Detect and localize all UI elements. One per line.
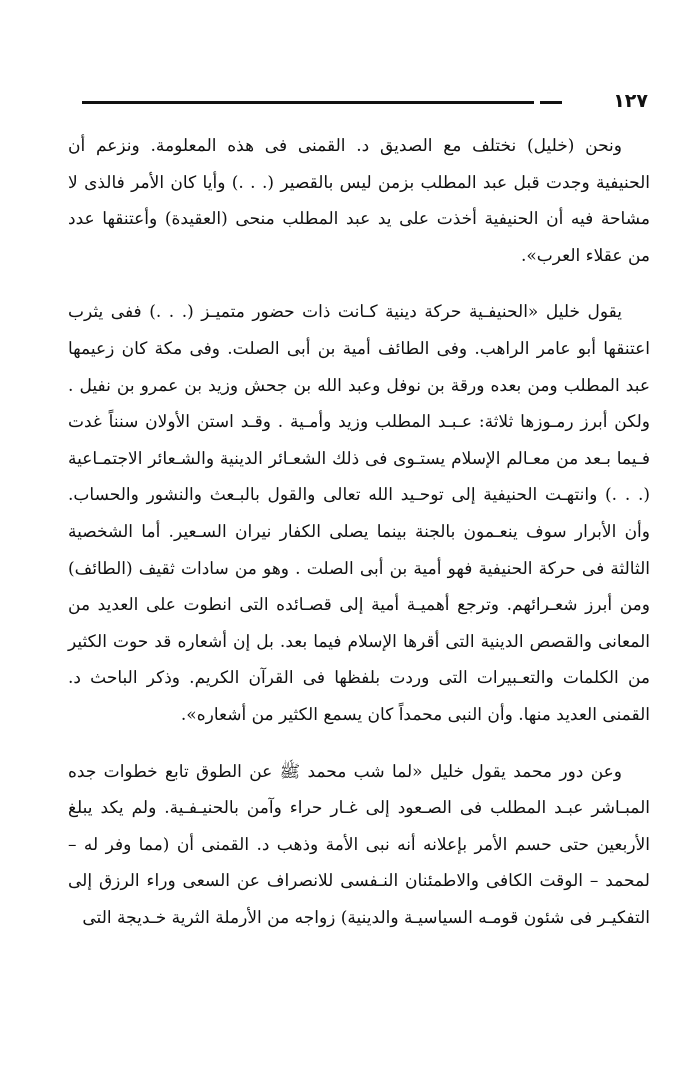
page-header bbox=[82, 86, 654, 116]
paragraph-gap bbox=[68, 734, 650, 754]
paragraph-2: يقول خليل «الحنيفـية حركة دينية كـانت ذات حضور متميـز (. . .) ففى يثرب اعتنقها أبو عامر الراهب. وفى الطائف أمية بن أبى الصلت. وفى مكة كان زعيمها عبد المطلب ومن بعده ورقة بن نوفل وعبد الله بن جحش وزيد بن عمرو بن نفيل . ولكن أبرز رمـوزها ثلاثة: عـبـد المطلب وزيد وأمـية . وقـد استن الأولان سنناً غدت فـيما بـعد من معـالم الإسلام يستـوى فى ذلك الشعـائر الدينية والشـعائر الاجتمـاعية (. . .) وانتهـت الحنيفية إلى توحـيد الله تعالى والقول بالبـعث والنشور والحساب. وأن الأبرار سوف ينعـمون بالجنة بينما يصلى الكفار نيران السـعير. أما الشخصية الثالثة فى حركة الحنيفية فهو أمية بن أبى الصلت . وهو من سادات ثقيف (الطائف) ومن أبرز شعـرائهم. وترجع أهميـة أمية إلى قصـائده التى انطوت على العديد من المعانى والقصص الدينية التى أقرها الإسلام فيما بعد. بل إن أشعاره قد حوت الكثير من الكلمات والتعـبيرات التى وردت بلفظها فى القرآن الكريم. وذكر الباحث د. القمنى العديد منها. وأن النبى محمداً كان يسمع الكثير من أشعاره». bbox=[68, 302, 650, 725]
header-rule-tail bbox=[540, 101, 562, 104]
body-text bbox=[68, 128, 650, 936]
page-number: ١٢٧ bbox=[613, 90, 648, 112]
header-rule bbox=[82, 101, 534, 104]
paragraph-1: ونحن (خليل) نختلف مع الصديق د. القمنى فى هذه المعلومة. ونزعم أن الحنيفية وجدت قبل عبد المطلب بزمن ليس بالقصير (. . .) وأيا كان الأمر فالذى لا مشاحة فيه أن الحنيفية أخذت على يد عبد المطلب منحى (العقيدة) وأعتنقها عدد من عقلاء العرب». bbox=[68, 136, 650, 266]
paragraph-3: وعن دور محمد يقول خليل «لما شب محمد ﷺ عن الطوق تابع خطوات جده المبـاشر عبـد المطلب فى الصـعود إلى غـار حراء وآمن بالحنيـفـية. ولم يكد يبلغ الأربعين حتى حسم الأمر بإعلانه أنه نبى الأمة وذهب د. القمنى أن (مما وفر له – لمحمد – الوقت الكافى والاطمئنان النـفسى للانصراف عن السعى وراء الرزق إلى التفكيـر فى شئون قومـه السياسيـة والدينية) زواجه من الأرملة الثرية خـديجة التى bbox=[68, 761, 650, 928]
paragraph-gap bbox=[68, 274, 650, 294]
